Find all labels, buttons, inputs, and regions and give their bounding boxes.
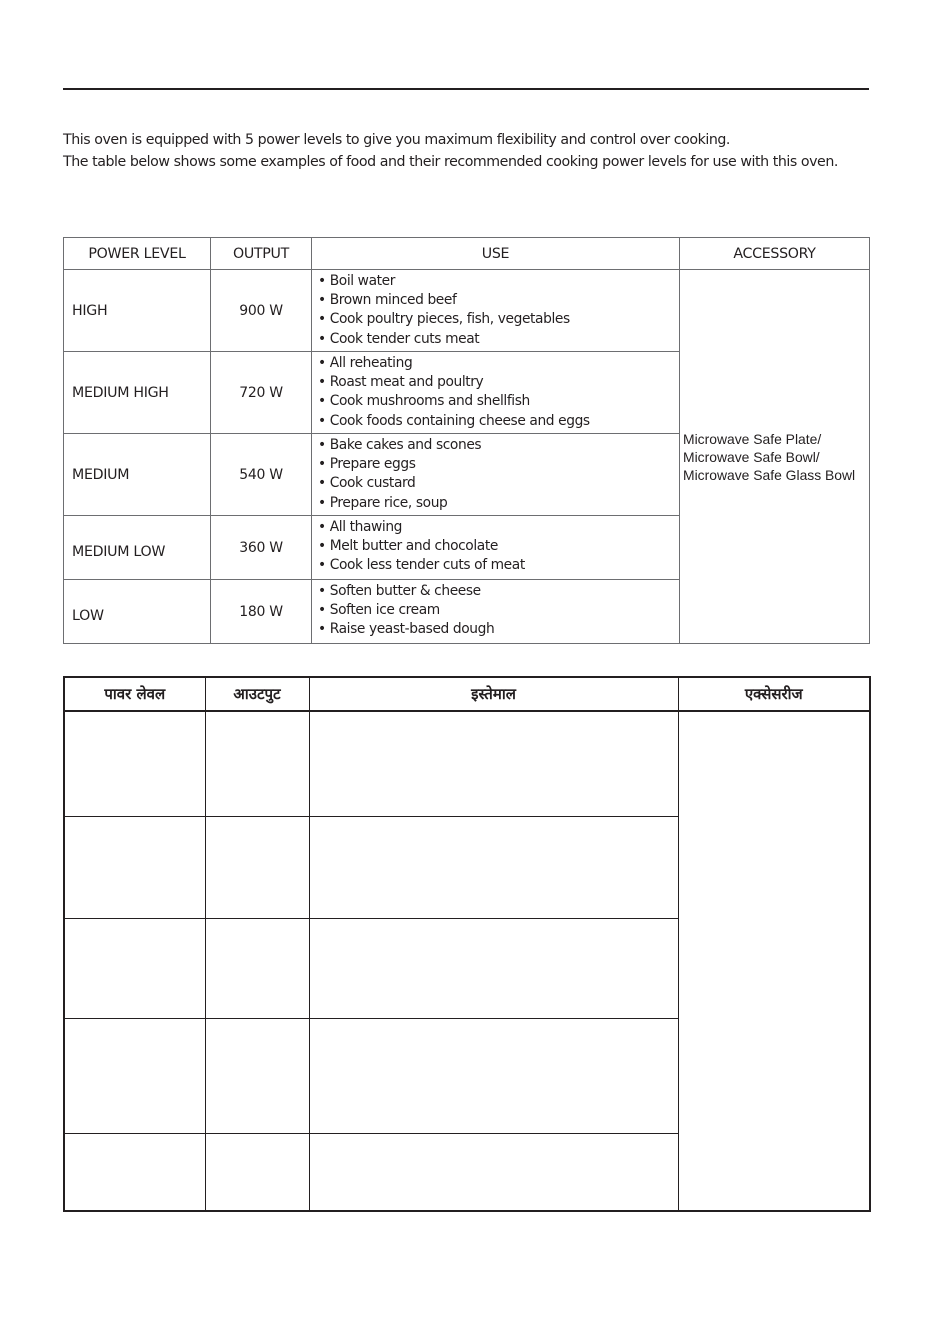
use-item: • Cook less tender cuts of meat (318, 557, 525, 574)
top-rule (63, 88, 869, 90)
empty-cell (64, 1018, 205, 1133)
accessory-line: Microwave Safe Plate/ (683, 430, 822, 447)
empty-accessory-cell (678, 711, 870, 1211)
use-item: • Brown minced beef (318, 292, 457, 309)
header-accessory: ACCESSORY (680, 238, 870, 270)
header-output-hi: आउटपुट (205, 677, 309, 711)
empty-cell (205, 1133, 309, 1211)
empty-cell (205, 816, 309, 918)
empty-cell (309, 918, 678, 1018)
accessory-line: Microwave Safe Bowl/ (683, 448, 820, 465)
output-cell: 900 W (211, 270, 312, 352)
use-cell (312, 352, 680, 434)
use-item: • Cook mushrooms and shellfish (318, 393, 530, 410)
empty-cell (309, 816, 678, 918)
intro-line-1: This oven is equipped with 5 power levels to give you maximum flexibility and control over cooking. (63, 132, 730, 148)
use-item: • All reheating (318, 355, 413, 371)
empty-cell (205, 1018, 309, 1133)
use-item: • Prepare rice, soup (318, 494, 448, 511)
empty-cell (309, 711, 678, 816)
use-item: • Cook custard (318, 475, 416, 492)
empty-cell (205, 918, 309, 1018)
empty-cell (309, 1133, 678, 1211)
use-cell (312, 270, 680, 352)
accessory-cell (680, 270, 870, 644)
header-output: OUTPUT (211, 238, 312, 270)
output-cell: 360 W (211, 516, 312, 580)
power-level-cell: MEDIUM (64, 434, 211, 516)
use-item: • Soften ice cream (318, 602, 440, 619)
header-power-level-hi: पावर लेवल (64, 677, 205, 711)
empty-cell (64, 1133, 205, 1211)
output-cell: 180 W (211, 580, 312, 644)
header-use-hi: इस्तेमाल (309, 677, 678, 711)
power-level-cell: LOW (64, 580, 211, 644)
power-level-table-english (63, 237, 870, 644)
use-item: • Cook poultry pieces, fish, vegetables (318, 311, 570, 328)
use-item: • Roast meat and poultry (318, 374, 484, 391)
intro-text (63, 129, 883, 173)
empty-cell (64, 918, 205, 1018)
use-cell (312, 580, 680, 644)
header-power-level: POWER LEVEL (64, 238, 211, 270)
use-item: • Cook tender cuts meat (318, 330, 480, 347)
use-item: • Melt butter and chocolate (318, 538, 498, 555)
use-item: • Cook foods containing cheese and eggs (318, 412, 590, 429)
use-cell (312, 434, 680, 516)
use-item: • Soften butter & cheese (318, 583, 481, 599)
output-cell: 540 W (211, 434, 312, 516)
power-level-cell: HIGH (64, 270, 211, 352)
empty-cell (64, 711, 205, 816)
table-row (64, 711, 870, 816)
table-row (64, 270, 870, 352)
power-level-table-hindi (63, 676, 871, 1212)
empty-cell (309, 1018, 678, 1133)
header-accessory-hi: एक्सेसरीज (678, 677, 870, 711)
use-cell (312, 516, 680, 580)
use-item: • All thawing (318, 519, 403, 535)
use-item: • Prepare eggs (318, 456, 416, 473)
use-item: • Bake cakes and scones (318, 437, 482, 453)
power-level-cell: MEDIUM LOW (64, 516, 211, 580)
use-item: • Raise yeast-based dough (318, 621, 495, 638)
empty-cell (64, 816, 205, 918)
output-cell: 720 W (211, 352, 312, 434)
accessory-line: Microwave Safe Glass Bowl (683, 466, 856, 483)
use-item: • Boil water (318, 273, 395, 289)
empty-cell (205, 711, 309, 816)
power-level-cell: MEDIUM HIGH (64, 352, 211, 434)
header-use: USE (312, 238, 680, 270)
intro-line-2: The table below shows some examples of food and their recommended cooking power levels for use with this oven. (63, 154, 838, 170)
